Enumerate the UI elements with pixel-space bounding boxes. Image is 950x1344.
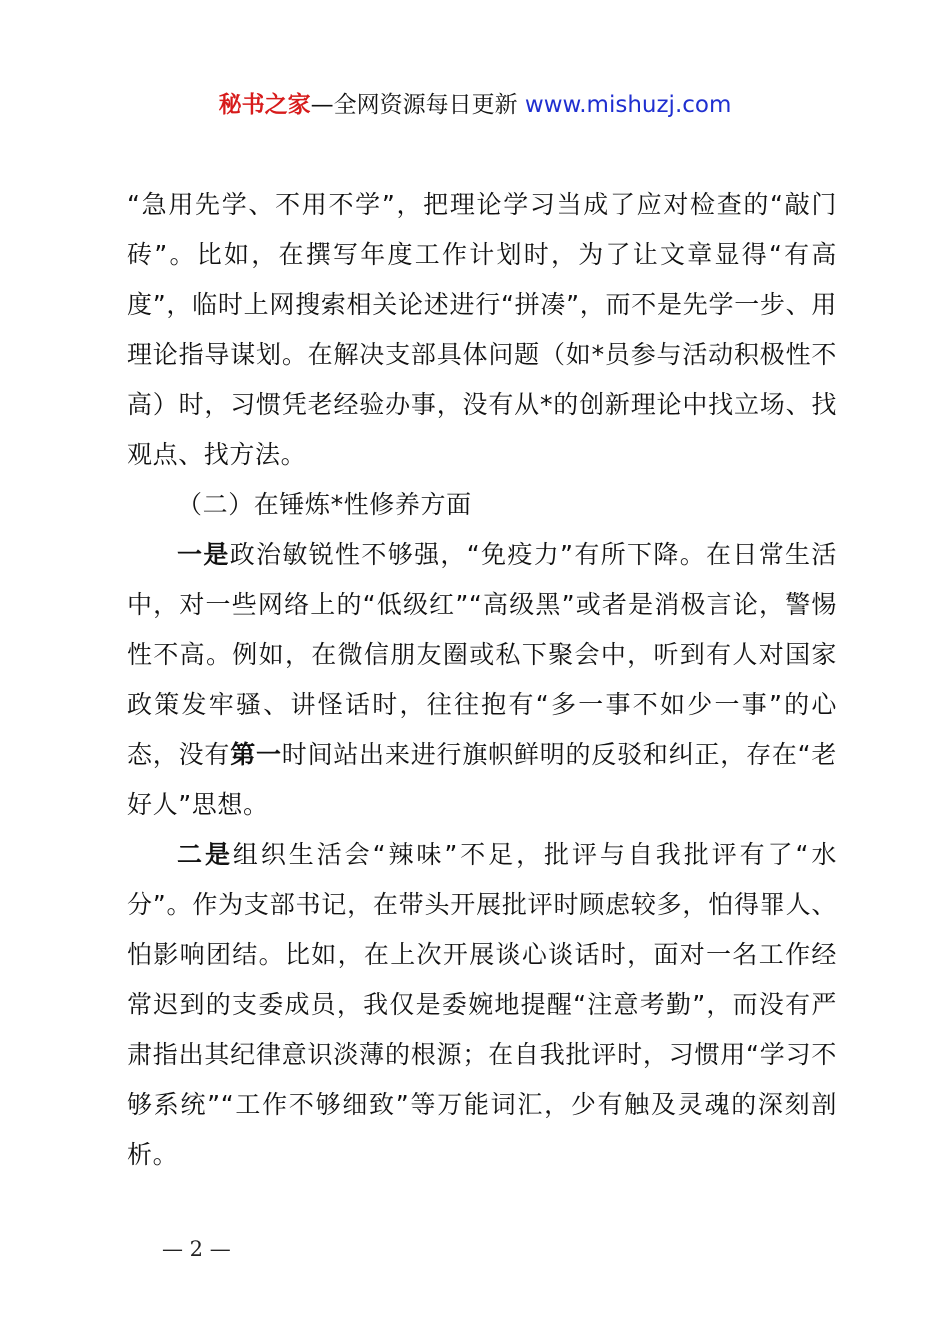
point-two-label: 二是	[177, 840, 233, 869]
site-brand: 秘书之家	[218, 92, 311, 118]
point-one-emphasis: 第一	[230, 740, 282, 769]
point-one-label: 一是	[177, 540, 230, 569]
paragraph-point-two	[127, 830, 837, 1180]
site-header	[0, 88, 950, 122]
point-one-text-b: 时间站出来进行旗帜鲜明的反驳和纠正，存在“老好人”思想。	[127, 740, 838, 819]
paragraph-continued: “急用先学、不用不学”，把理论学习当成了应对检查的“敲门砖”。比如，在撰写年度工作计划时，为了让文章显得“有高度”，临时上网搜索相关论述进行“拼凑”，而不是先学一步、用理论指导谋划。在解决支部具体问题（如*员参与活动积极性不高）时，习惯凭老经验办事，没有从*的创新理论中找立场、找观点、找方法。	[127, 190, 837, 469]
document-body	[127, 180, 837, 1180]
site-url-link[interactable]: www.mishuzj.com	[524, 92, 732, 118]
point-two-text: 组织生活会“辣味”不足，批评与自我批评有了“水分”。作为支部书记，在带头开展批评时顾虑较多，怕得罪人、怕影响团结。比如，在上次开展谈心谈话时，面对一名工作经常迟到的支委成员，我仅是委婉地提醒“注意考勤”，而没有严肃指出其纪律意识淡薄的根源；在自我批评时，习惯用“学习不够系统”“工作不够细致”等万能词汇，少有触及灵魂的深刻剖析。	[127, 840, 837, 1169]
site-tagline: —全网资源每日更新	[310, 92, 518, 118]
page-number: — 2 —	[162, 1237, 231, 1261]
point-one-text-a: 政治敏锐性不够强，“免疫力”有所下降。在日常生活中，对一些网络上的“低级红”“高级黑”或者是消极言论，警惕性不高。例如，在微信朋友圈或私下聚会中，听到有人对国家政策发牢骚、讲怪话时，往往抱有“多一事不如少一事”的心态，没有	[127, 540, 837, 769]
paragraph-point-one	[127, 530, 837, 830]
section-heading: （二）在锤炼*性修养方面	[177, 490, 472, 519]
